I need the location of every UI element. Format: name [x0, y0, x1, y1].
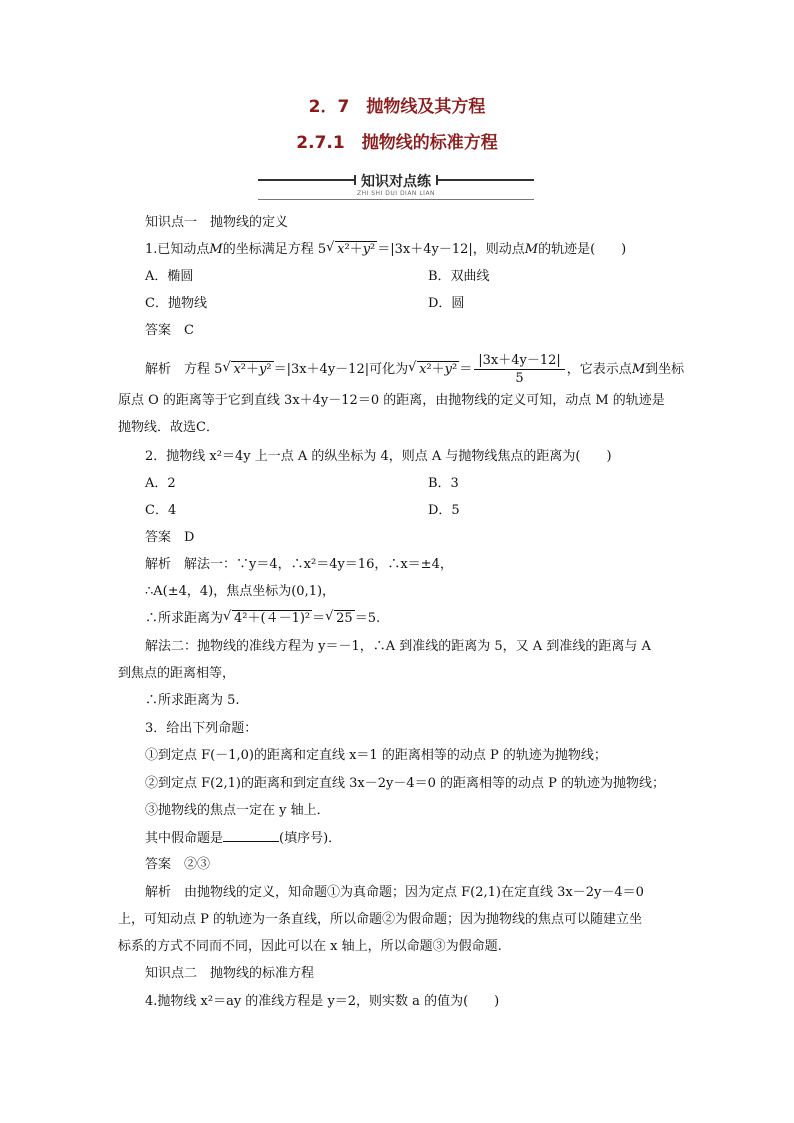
- section-title: 2．7 抛物线及其方程: [308, 97, 486, 117]
- q1-ex-text-a: 方程 5: [184, 362, 223, 377]
- q2-ex-method-1: 解法一：∵y＝4，∴x²＝4y＝16，∴x＝±4，: [184, 557, 453, 572]
- q3-fill-hint: (填序号)．: [279, 831, 342, 846]
- q1-answer-label: 答案: [145, 323, 172, 338]
- banner-title: 知识对点练: [361, 174, 431, 190]
- q1-answer: [145, 322, 194, 340]
- banner-pinyin: ZHI SHI DUI DIAN LIAN: [356, 190, 436, 197]
- q1-option-c: C．抛物线: [145, 296, 207, 311]
- q3-proposition-2: ②到定点 F(2,1)的距离和到定直线 3x－2y－4＝0 的距离相等的动点 P 的轨迹为抛物线；: [145, 776, 666, 791]
- q2-explanation-line-6: ∴所求距离为 5.: [145, 693, 240, 708]
- q2-explanation-line-2: ∴A(±4，4)，焦点坐标为(0,1)，: [145, 584, 336, 599]
- banner-left-rule: [258, 179, 354, 181]
- knowledge-point-1-label: 知识点一 抛物线的定义: [145, 215, 289, 230]
- question-4-stem: 4.抛物线 x²＝ay 的准线方程是 y＝2，则实数 a 的值为( ): [145, 994, 500, 1009]
- q2-option-c: C．4: [145, 503, 177, 518]
- q1-ex-sqrt-1: √ x²＋y²: [231, 361, 273, 377]
- q1-point-m-2: M: [524, 242, 539, 257]
- banner-right-rule: [438, 179, 534, 181]
- q2-answer-label: 答案: [145, 530, 172, 545]
- q1-explanation-label: 解析: [145, 362, 172, 377]
- q3-explanation-label: 解析: [145, 885, 172, 900]
- knowledge-point-2-label: 知识点二 抛物线的标准方程: [145, 966, 315, 981]
- q3-ex-text-1: 由抛物线的定义，知命题①为真命题；因为定点 F(2,1)在定直线 3x－2y－4＝0: [184, 885, 644, 900]
- q2-explanation-line-3: [145, 610, 380, 628]
- q3-fill-text: 其中假命题是: [145, 831, 224, 846]
- q1-explanation-line-2: 原点 O 的距离等于它到直线 3x＋4y－12＝0 的距离，由抛物线的定义可知，动点 M 的轨迹是: [118, 393, 665, 408]
- q2-ex-distance-text: ∴所求距离为: [145, 611, 224, 626]
- q3-explanation-line-2: 上，可知动点 P 的轨迹为一条直线，所以命题②为假命题；因为抛物线的焦点可以随建立坐: [118, 912, 643, 927]
- q2-ex-sqrt-2: √ 25: [334, 610, 355, 626]
- q1-ex-point-m: M: [631, 362, 646, 377]
- q3-answer-value: ②③: [184, 857, 211, 872]
- q1-option-d: D．圆: [428, 296, 465, 311]
- q1-answer-value: C: [184, 323, 194, 338]
- knowledge-practice-banner: [258, 171, 534, 201]
- q2-explanation-line-1: [145, 556, 453, 574]
- q1-ex-text-c: ＝: [459, 362, 473, 377]
- q2-ex-equals: ＝: [312, 611, 326, 626]
- question-3-stem: 3．给出下列命题：: [145, 721, 258, 736]
- q2-answer-value: D: [184, 530, 195, 545]
- q1-option-a: A．椭圆: [145, 269, 194, 284]
- q2-option-b: B．3: [428, 476, 459, 491]
- q1-explanation-line-1: [145, 352, 684, 387]
- q2-option-a: A．2: [145, 476, 176, 491]
- q2-answer: [145, 529, 194, 547]
- q3-answer-label: 答案: [145, 857, 172, 872]
- q1-ex-text-b: ＝|3x＋4y－12|可化为: [273, 362, 409, 377]
- q1-abs: ＝|3x＋4y－12|，则动点: [377, 242, 525, 257]
- q2-explanation-line-4: 解法二：抛物线的准线方程为 y＝－1，∴A 到准线的距离为 5，又 A 到准线的距离与 A: [145, 639, 651, 654]
- q3-explanation-line-1: [145, 884, 644, 902]
- q1-ex-fraction: [474, 352, 565, 387]
- q3-fill-in: [145, 829, 341, 848]
- q2-explanation-line-5: 到焦点的距离相等，: [118, 666, 236, 681]
- q1-mid: 的坐标满足方程 5: [222, 242, 327, 257]
- q2-ex-sqrt-1: √ 4²＋(４－1)²: [232, 610, 312, 626]
- q1-option-b: B．双曲线: [428, 269, 490, 284]
- q1-point-m: M: [209, 242, 223, 257]
- q2-option-d: D．5: [428, 503, 460, 518]
- q1-prefix: 1.已知动点: [145, 242, 210, 257]
- q1-tail: 的轨迹是( ): [538, 242, 627, 257]
- question-1-stem: [145, 241, 626, 259]
- q3-answer: [145, 856, 210, 874]
- subsection-title: 2.7.1 抛物线的标准方程: [296, 133, 498, 153]
- banner-bottom-rule: [258, 199, 534, 200]
- q3-proposition-1: ①到定点 F(－1,0)的距离和定直线 x＝1 的距离相等的动点 P 的轨迹为抛物线；: [145, 748, 607, 763]
- q1-sqrt-expression: √ x²＋y²: [335, 241, 377, 257]
- q1-ex-fraction-numerator: |3x＋4y－12|: [474, 352, 565, 370]
- q2-ex-result: ＝5.: [354, 611, 381, 626]
- q2-explanation-label: 解析: [145, 557, 172, 572]
- q1-explanation-line-3: 抛物线．故选C．: [118, 420, 219, 435]
- q3-proposition-3: ③抛物线的焦点一定在 y 轴上．: [145, 803, 330, 818]
- q3-explanation-line-3: 标系的方式不同而不同，因此可以在 x 轴上，所以命题③为假命题.: [118, 939, 502, 954]
- q3-answer-blank: [223, 829, 279, 842]
- question-2-stem: 2．抛物线 x²＝4y 上一点 A 的纵坐标为 4，则点 A 与抛物线焦点的距离为( ): [145, 449, 612, 464]
- q1-ex-sqrt-2: √ x²＋y²: [417, 361, 459, 377]
- q1-ex-fraction-denominator: 5: [515, 371, 524, 386]
- q1-ex-text-e: 到坐标: [645, 362, 685, 377]
- q1-ex-text-d: ，它表示点: [566, 362, 632, 377]
